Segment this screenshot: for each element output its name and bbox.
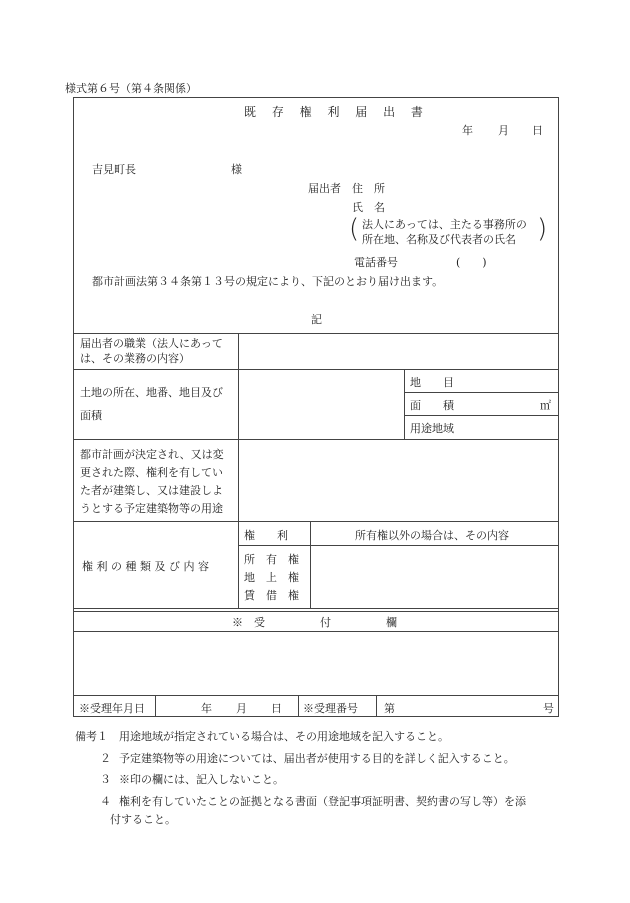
purpose-label-line-4: うとする予定建築物等の用途 (80, 502, 223, 515)
note-2: 予定建築物等の用途については、届出者が使用する目的を詳しく記入すること。 (119, 752, 515, 765)
purpose-label-line-3: た者が建築し、又は建設しよ (80, 484, 223, 497)
note-3-number: ３ (100, 773, 111, 786)
rights-label: 権 利 の 種 類 及 び 内 容 (82, 560, 209, 573)
rule-occupation-top (73, 333, 559, 334)
corporate-note-line-1: 法人にあっては、主たる事務所の (362, 218, 527, 231)
phone-label: 電話番号 (354, 256, 398, 269)
address-label: 住 所 (352, 182, 385, 195)
rule-footer-1 (155, 695, 156, 717)
purpose-label-line-1: 都市計画が決定され、又は変 (80, 448, 224, 461)
occupation-label (80, 336, 223, 366)
rule-reception-footer-top (73, 695, 559, 696)
land-category-label: 地 目 (410, 376, 454, 389)
rule-rights-bottom (73, 608, 559, 609)
rule-label-column (238, 333, 239, 608)
land-area-label: 面 積 (410, 399, 454, 412)
occupation-label-line-2: は、その業務の内容） (80, 352, 190, 365)
form-title: 既 存 権 利 届 出 書 (244, 105, 429, 119)
rule-rights-top (73, 521, 559, 522)
rights-other-header: 所有権以外の場合は、その内容 (355, 529, 509, 542)
rule-land-top (73, 369, 559, 370)
reception-number-suffix: 号 (543, 702, 554, 715)
corporate-note-close-paren: ) (537, 214, 548, 244)
reception-month: 月 (236, 702, 247, 715)
purpose-label-line-2: 更された際、権利を有してい (80, 466, 223, 479)
reception-day: 日 (271, 702, 282, 715)
rule-purpose-top (73, 439, 559, 440)
rule-reception-header-bottom (73, 631, 559, 632)
reception-number-prefix: 第 (384, 702, 395, 715)
corporate-note-open-paren: ( (349, 214, 360, 244)
notifier-label: 届出者 (308, 182, 341, 195)
zoning-label: 用途地域 (410, 422, 454, 435)
land-label-line-1: 土地の所在、地番、地目及び (80, 386, 223, 399)
corporate-note-line-2: 所在地、名称及び代表者の氏名 (362, 233, 516, 246)
note-4-number: ４ (100, 795, 111, 808)
reception-number-label: ※受理番号 (303, 702, 358, 715)
rule-rights-header-bottom (238, 545, 559, 546)
rights-type-ownership: 所 有 権 (244, 553, 299, 566)
note-2-number: ２ (100, 752, 111, 765)
date-year: 年 (462, 124, 473, 137)
note-4-continued: 付すること。 (110, 813, 176, 826)
notes-lead: 備考１ (75, 730, 108, 743)
note-3: ※印の欄には、記入しないこと。 (119, 773, 284, 786)
reception-header: ※ 受 付 欄 (232, 616, 397, 629)
reception-date-label: ※受理年月日 (79, 702, 145, 715)
declaration-text: 都市計画法第３４条第１３号の規定により、下記のとおり届け出ます。 (92, 275, 444, 288)
reception-year: 年 (201, 702, 212, 715)
phone-parens: ( ) (456, 256, 487, 269)
date-month: 月 (498, 124, 509, 137)
rights-type-lease: 賃 借 権 (244, 589, 299, 602)
note-4: 権利を有していたことの証拠となる書面（登記事項証明書、契約書の写し等）を添 (119, 795, 526, 808)
date-day: 日 (532, 124, 543, 137)
name-label: 氏 名 (352, 201, 385, 214)
rights-type-superficies: 地 上 権 (244, 571, 299, 584)
rule-footer-3 (376, 695, 377, 717)
addressee-name: 吉見町長 (92, 163, 136, 176)
purpose-label (80, 446, 224, 518)
rule-land-subcolumn (404, 369, 405, 439)
rights-header: 権 利 (244, 529, 288, 542)
land-label-line-2: 面積 (80, 409, 102, 422)
form-number: 様式第６号（第４条関係） (65, 82, 197, 95)
note-1: 用途地域が指定されている場合は、その用途地域を記入すること。 (119, 730, 449, 743)
ki-mark: 記 (311, 313, 322, 326)
addressee-honorific: 様 (231, 163, 242, 176)
occupation-label-line-1: 届出者の職業（法人にあって (80, 337, 223, 350)
rule-reception-header-top (73, 611, 559, 612)
area-unit: ㎡ (540, 399, 551, 412)
rule-rights-subcolumn (310, 521, 311, 608)
rule-land-area-bottom (404, 415, 559, 416)
rule-footer-2 (298, 695, 299, 717)
rule-land-category-bottom (404, 392, 559, 393)
